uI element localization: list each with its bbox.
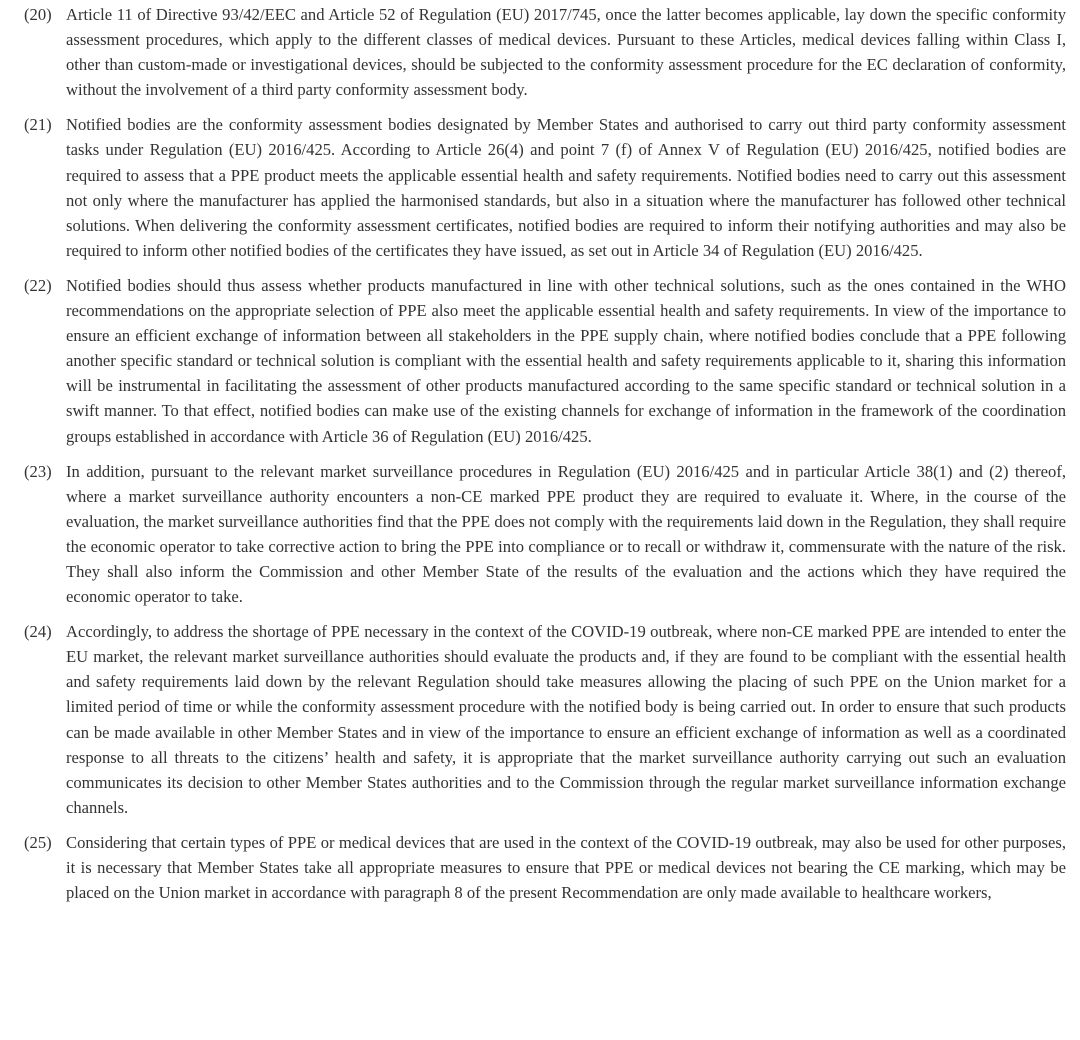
recital-text: Considering that certain types of PPE or medical devices that are used in the context of the COVID-19 outbreak, may also be used for other purposes, it is necessary that Member States take all appropriate measures to ensure that PPE or medical devices not bearing the CE marking, which may be placed on the Union market in accordance with paragraph 8 of the present Recommendation are only made available to healthcare workers, [66, 832, 1066, 903]
recital-number: (24) [24, 622, 52, 642]
recital-24 [24, 619, 1066, 820]
recital-text: Notified bodies are the conformity assessment bodies designated by Member States and authorised to carry out third party conformity assessment tasks under Regulation (EU) 2016/425. According to Article 26(4) and point 7 (f) of Annex V of Regulation (EU) 2016/425, notified bodies are required to assess that a PPE product meets the applicable essential health and safety requirements. Notified bodies need to carry out this assessment not only where the manufacturer has applied the harmonised standards, but also in a situation where the manufacturer has followed other technical solutions. When delivering the conformity assessment certificates, notified bodies are required to inform their notifying authorities and may also be required to inform other notified bodies of the certificates they have issued, as set out in Article 34 of Regulation (EU) 2016/425. [66, 115, 1066, 260]
recital-text: Article 11 of Directive 93/42/EEC and Article 52 of Regulation (EU) 2017/745, once the latter becomes applicable, lay down the specific conformity assessment procedures, which apply to the different classes of medical devices. Pursuant to these Articles, medical devices falling within Class I, other than custom-made or investigational devices, should be subjected to the conformity assessment procedure for the EC declaration of conformity, without the involvement of a third party conformity assessment body. [66, 5, 1066, 100]
recital-number: (21) [24, 115, 52, 135]
recital-23 [24, 459, 1066, 610]
recital-text: In addition, pursuant to the relevant market surveillance procedures in Regulation (EU) 2016/425 and in particular Article 38(1) and (2) thereof, where a market surveillance authority encounters a non-CE marked PPE product they are required to evaluate it. Where, in the course of the evaluation, the market surveillance authorities find that the PPE does not comply with the requirements laid down in the Regulation, they shall require the economic operator to take corrective action to bring the PPE into compliance or to recall or withdraw it, commensurate with the nature of the risk. They shall also inform the Commission and other Member State of the results of the evaluation and the actions which they have required the economic operator to take. [66, 461, 1066, 607]
recital-text: Accordingly, to address the shortage of PPE necessary in the context of the COVID-19 outbreak, where non-CE marked PPE are intended to enter the EU market, the relevant market surveillance authorities should evaluate the products and, if they are found to be compliant with the essential health and safety requirements laid down by the relevant Regulation should take measures allowing the placing of such PPE on the Union market for a limited period of time or while the conformity assessment procedure with the notified body is being carried out. In order to ensure that such products can be made available in other Member States and in view of the importance to ensure an efficient exchange of information as well as a coordinated response to all threats to the citizens’ health and safety, it is appropriate that the market surveillance authority carrying out such an evaluation communicates its decision to other Member States authorities and to the Commission through the regular market surveillance information exchange channels. [66, 622, 1066, 817]
recital-number: (22) [24, 275, 52, 295]
recital-number: (23) [24, 461, 52, 481]
recital-25 [24, 830, 1066, 905]
recital-number: (20) [24, 5, 52, 24]
recital-20 [24, 2, 1066, 102]
recital-21 [24, 112, 1066, 263]
recital-22 [24, 273, 1066, 449]
recital-text: Notified bodies should thus assess whether products manufactured in line with other technical solutions, such as the ones contained in the WHO recommendations on the appropriate selection of PPE also meet the applicable essential health and safety requirements. In view of the importance to ensure an efficient exchange of information between all stakeholders in the PPE supply chain, where notified bodies conclude that a PPE following another specific standard or technical solution is compliant with the essential health and safety requirements applicable to it, sharing this information will be instrumental in facilitating the assessment of other products manufactured according to the same specific standard or technical solution in a swift manner. To that effect, notified bodies can make use of the existing channels for exchange of information in the framework of the coordination groups established in accordance with Article 36 of Regulation (EU) 2016/425. [66, 275, 1066, 446]
recital-number: (25) [24, 832, 52, 852]
